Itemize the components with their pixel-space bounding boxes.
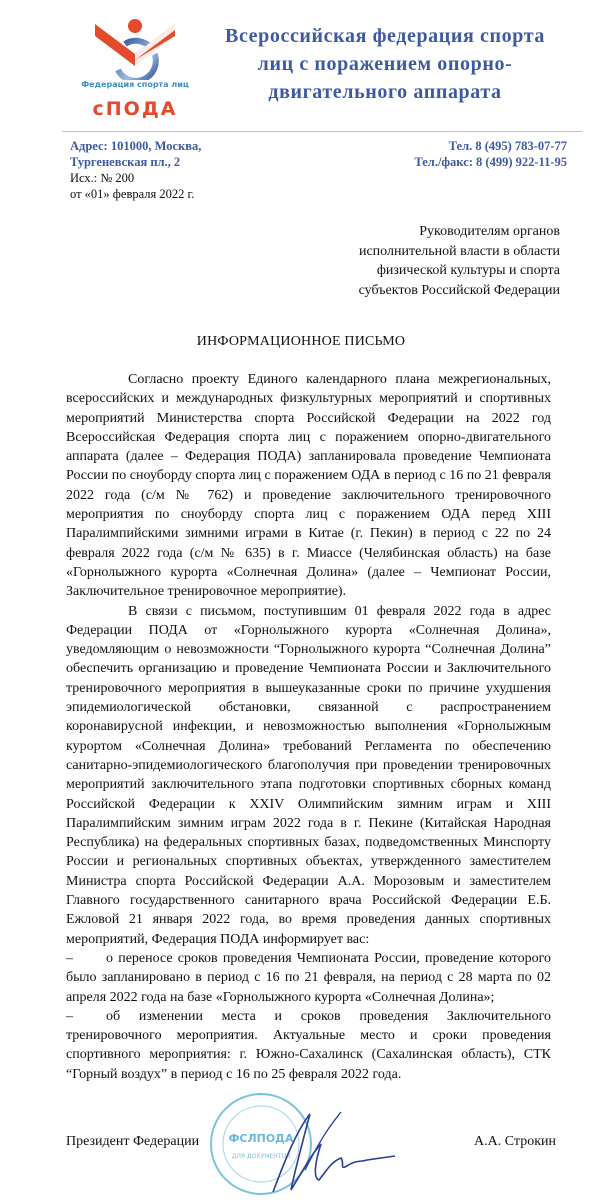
bullet-item [66,1007,551,1084]
address-line: Адрес: 101000, Москва, [70,139,202,153]
recipient-line: физической культуры и спорта [376,263,560,278]
bullet-text: о переносе сроков проведения Чемпионата России, проведение которого было запланировано в период с 16 по 21 февраля, на период с 28 марта по 02 апреля 2022 года на базе «Горнолыжного курорта «Солнечная Долина»; [66,950,551,1005]
reference-number: Исх.: № 200 [70,171,135,185]
letter-body [66,370,551,1084]
address-block [70,138,201,170]
phone-line: Тел. 8 (495) 783-07-77 [448,139,567,153]
recipient-line: субъектов Российской Федерации [358,282,560,298]
logo-subtitle: Федерация спорта лиц [81,80,189,89]
body-paragraph: Согласно проекту Единого календарного плана межрегиональных, всероссийских и международных физкультурных мероприятий и спортивных мероприятий Министерства спорта Российской Федерации на 2022 год Всероссийская Федерация спорта лиц с поражением опорно-двигательного аппарата (далее – Федерация ПОДА) запланировала проведение Чемпионата России по сноуборду спорта лиц с поражением ОДА в период с 16 по 21 февраля 2022 года (с/м № 762) и проведение заключительного тренировочного мероприятия по сноуборду спорта лиц с поражением ОДА перед XIII Паралимпийскими зимними играми в Китае (г. Пекин) в период с 22 по 24 февраля 2022 года (с/м № 635) в г. Миассе (Челябинская область) на базе «Горнолыжного курорта «Солнечная Долина» (далее – Чемпионат России, Заключительное тренировочное мероприятие). [66,372,551,600]
dash-marker: – [66,950,73,966]
organization-title [205,22,565,106]
recipient-line: исполнительной власти в области [358,243,560,259]
body-paragraph: В связи с письмом, поступившим 01 февраля 2022 года в адрес Федерации ПОДА от «Горнолыжного курорта «Солнечная Долина», уведомляющим о невозможности “Горнолыжного курорта “Солнечная Долина” обеспечить организацию и проведение Чемпионата России и Заключительного тренировочного мероприятия в вышеуказанные сроки по причине ухудшения эпидемиологической обстановки, связанной с распространением коронавирусной инфекции, и невозможностью выполнения «Горнолыжным курортом «Солнечная Долина» требований Регламента по обеспечению санитарно-эпидемиологического благополучия при проведении тренировочных мероприятий заключительного этапа подготовки спортивных сборных команд Российской Федерации к XXIV Олимпийским зимним играм и XIII Паралимпийским зимним играм 2022 года в г. Пекине (Китайская Народная Республика) на федеральных спортивных базах, подведомственных Минспорту России и региональных спортивных объектах, утвержденного заместителем Министра спорта Российской Федерации А.А. Морозовым и заместителем Главного государственного санитарного врача Российской Федерации Е.Б. Ежловой 21 января 2022 года, во время проведения данных спортивных мероприятий, Федерация ПОДА информирует вас: [66,603,551,947]
bullet-text: об изменении места и сроков проведения Заключительного тренировочного мероприятия. Актуальные место и сроки проведения спортивного мероприятия: г. Южно-Сахалинск (Сахалинская область), СТК “Горный воздух” в период с 16 по 25 февраля 2022 года. [66,1008,551,1082]
organization-title-line: Всероссийская федерация спорта [225,25,545,47]
signatory-role: Президент Федерации [66,1134,200,1149]
reference-date: от «01» февраля 2022 г. [70,187,195,201]
organization-title-line: лиц с поражением опорно- [257,53,513,75]
fax-line: Тел./факс: 8 (499) 922-11-95 [414,155,567,169]
dash-marker: – [66,1008,73,1024]
recipient-line: Руководителям органов [419,224,560,239]
header-divider [62,131,582,132]
federation-logo [60,14,210,126]
stamp-subtext: ДЛЯ ДОКУМЕНТОВ [231,1153,291,1160]
address-line: Тургеневская пл., 2 [70,155,181,169]
logo-name: сПОДА [92,98,178,120]
bullet-item [66,949,551,1007]
phone-block [414,138,567,170]
recipient-block [359,222,560,300]
document-title: ИНФОРМАЦИОННОЕ ПИСЬМО [196,334,406,349]
handwritten-signature-icon [255,1100,415,1200]
organization-title-line: двигательного аппарата [268,81,502,103]
stamp-text: ФСЛПОДА [228,1132,294,1145]
outgoing-reference [70,170,194,202]
federation-logo-icon [85,14,185,80]
signatory-name: А.А. Строкин [474,1134,556,1149]
